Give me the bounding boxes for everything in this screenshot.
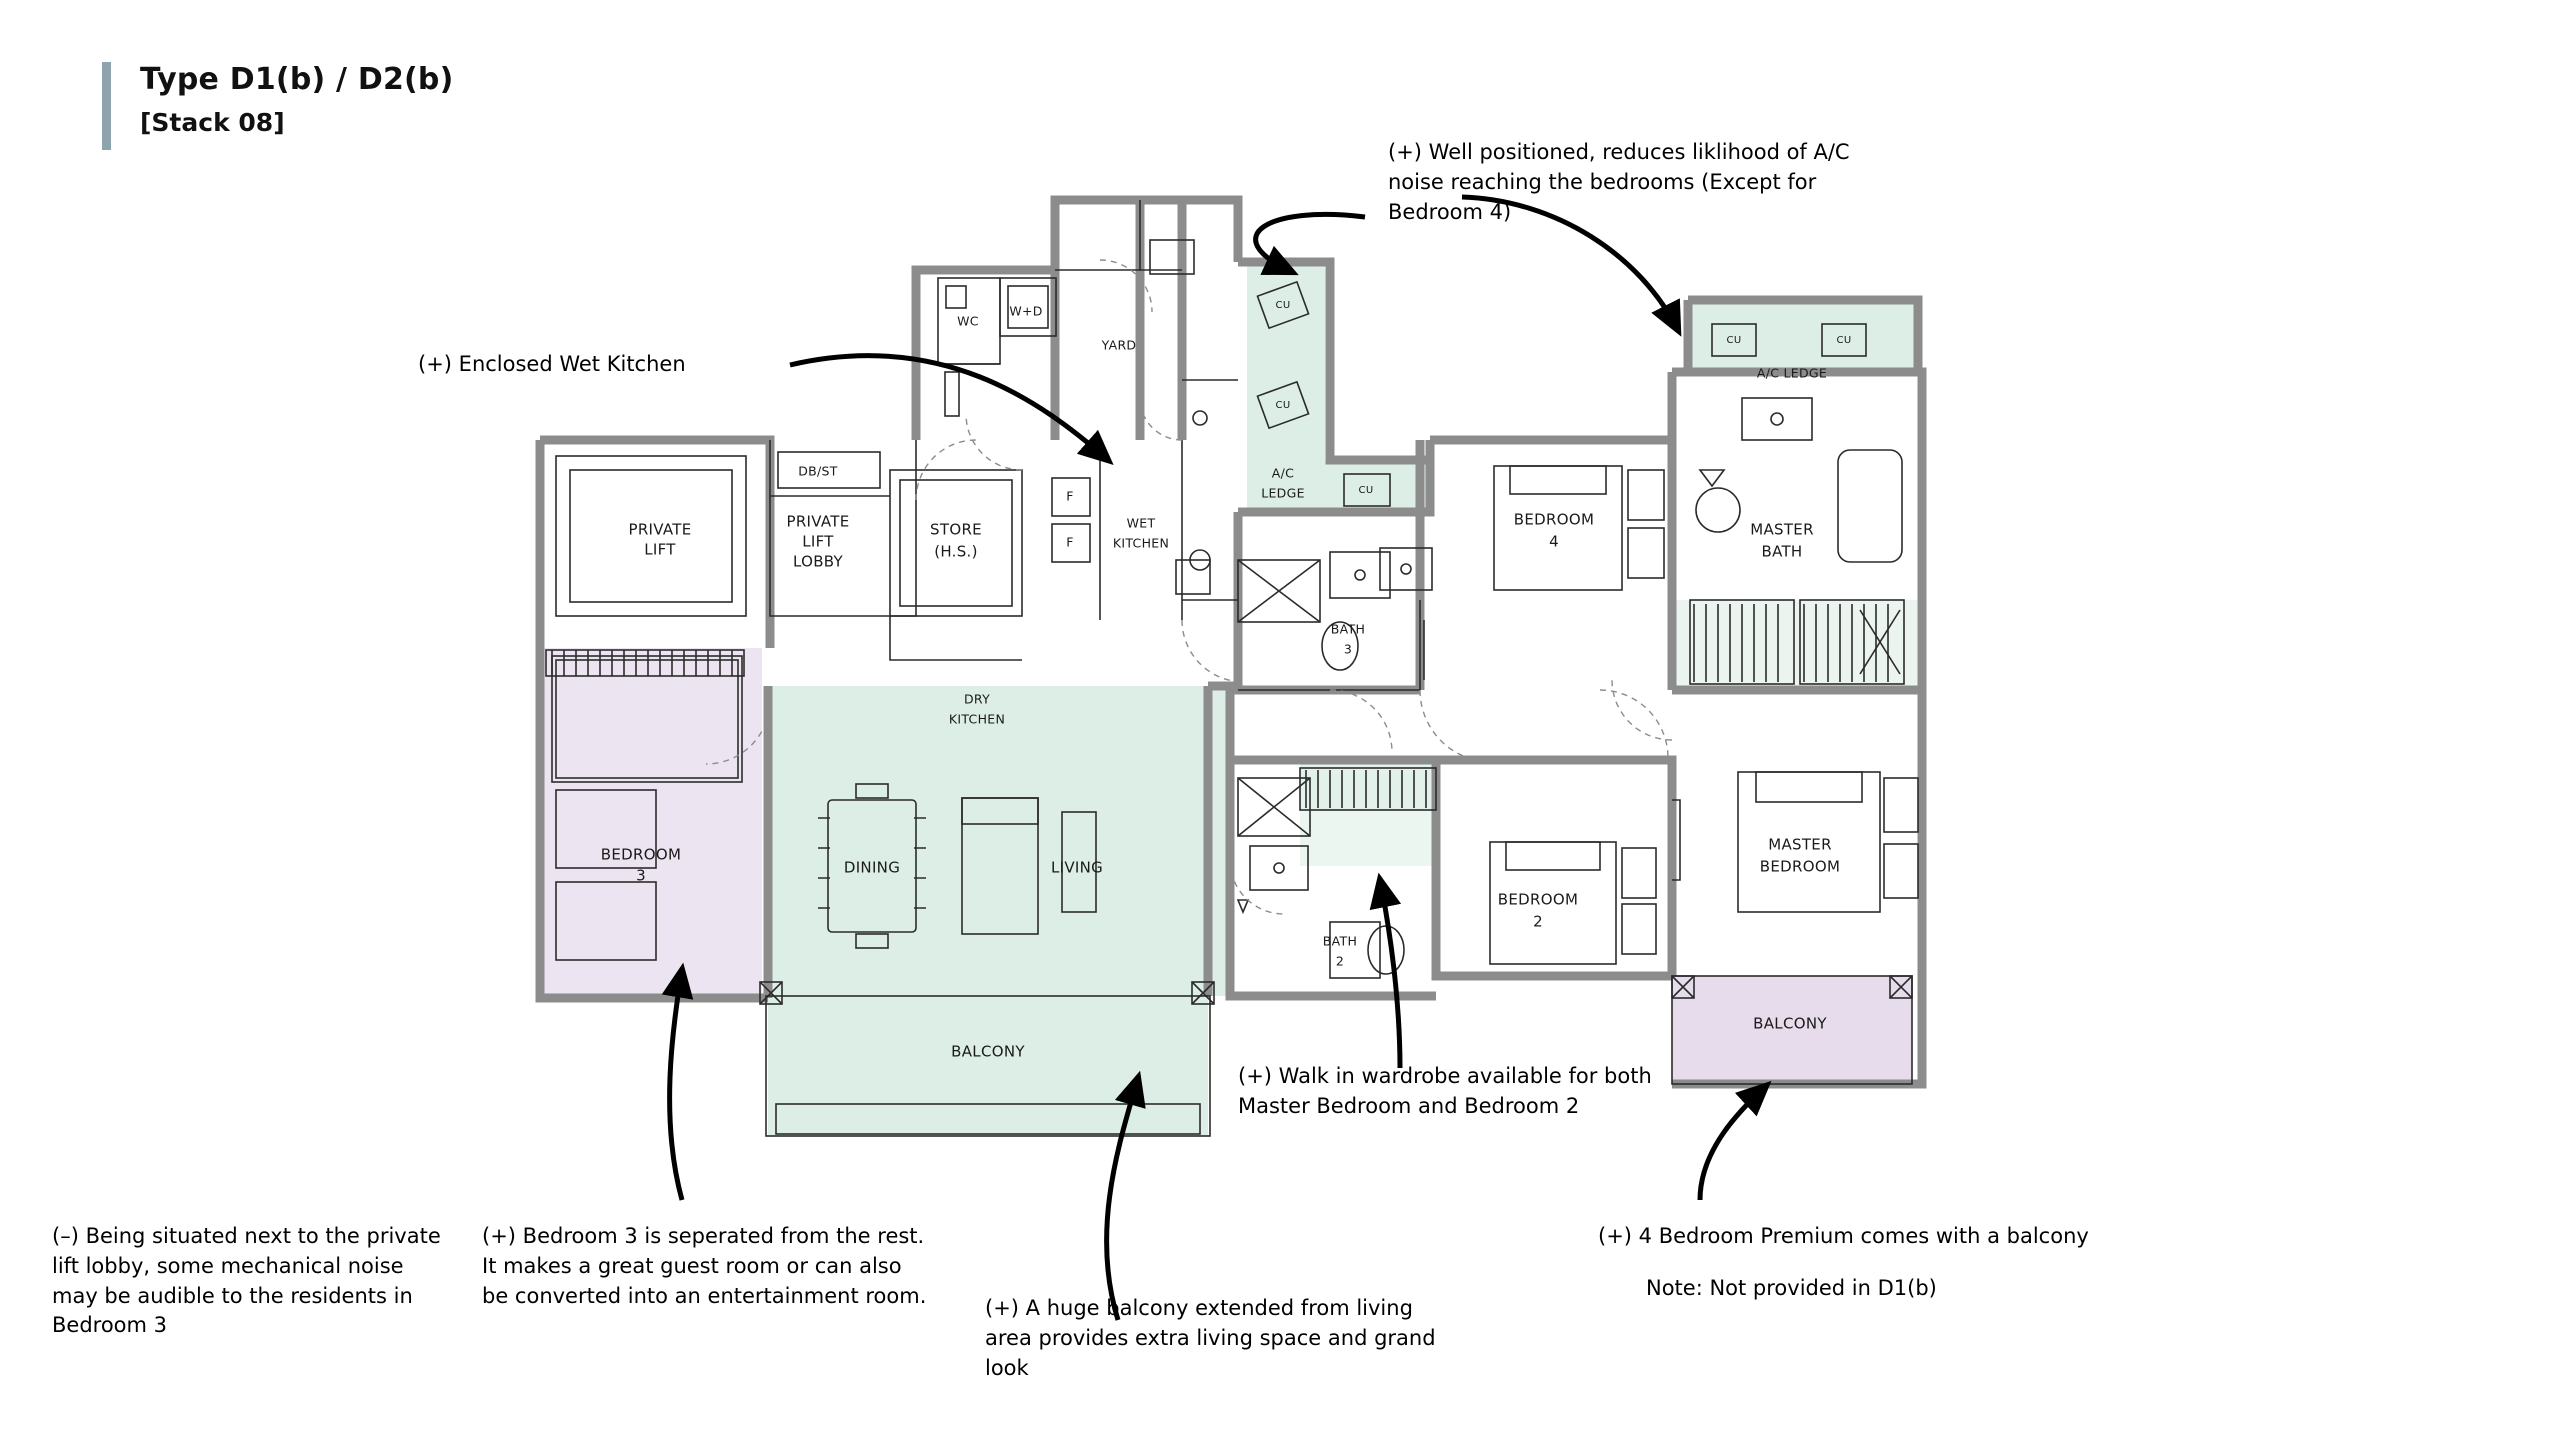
page-subtitle: [Stack 08] <box>140 108 285 137</box>
room-label-ac-ledge-right: A/C LEDGE <box>1756 365 1828 381</box>
svg-text:(H.S.): (H.S.) <box>934 542 978 561</box>
annotation-text: Bedroom 3 is seperated from the rest. It makes a great guest room or can also be converted into an entertainment room. <box>482 1224 927 1308</box>
room-label-dining: DINING <box>843 858 901 877</box>
room-label-fridge-2: F <box>1066 534 1074 550</box>
room-label-cu-1: CU <box>1275 300 1291 311</box>
svg-text:3: 3 <box>636 866 646 885</box>
room-label-private-lift-lobby: PRIVATE <box>786 512 850 531</box>
svg-text:KITCHEN: KITCHEN <box>1112 535 1170 551</box>
annotation-sign: (+) <box>1238 1064 1272 1088</box>
room-label-ac-ledge-left: A/C <box>1271 465 1295 481</box>
room-label-bedroom-4: BEDROOM <box>1513 510 1595 529</box>
svg-text:LIFT: LIFT <box>802 532 834 551</box>
svg-text:4: 4 <box>1549 532 1559 551</box>
room-label-bath-2: BATH <box>1322 933 1358 949</box>
svg-text:LOBBY: LOBBY <box>792 552 844 571</box>
room-label-cu-5: CU <box>1836 335 1852 346</box>
annotation-sign: (+) <box>1598 1224 1632 1248</box>
room-label-bedroom-2: BEDROOM <box>1497 890 1579 909</box>
svg-text:2: 2 <box>1533 912 1543 931</box>
bedroom3-fill <box>540 648 762 998</box>
annotation-balcony <box>985 1294 1455 1383</box>
annotation-note: Note: Not provided in D1(b) <box>1646 1275 1937 1300</box>
room-label-master-bath: MASTER <box>1750 520 1814 539</box>
room-label-wet-kitchen: WET <box>1126 515 1156 531</box>
annotation-sign: (+) <box>482 1224 516 1248</box>
annotation-sign: (+) <box>418 352 452 376</box>
annotation-text: A huge balcony extended from living area provides extra living space and grand look <box>985 1296 1436 1380</box>
annotation-lift-lobby-noise <box>52 1222 452 1341</box>
room-label-bath-3: BATH <box>1330 621 1366 637</box>
room-label-cu-3: CU <box>1358 485 1374 496</box>
room-label-dry-kitchen: DRY <box>963 691 991 707</box>
room-label-cu-4: CU <box>1726 335 1742 346</box>
annotation-premium-balcony <box>1598 1222 2118 1304</box>
page-title: Type D1(b) / D2(b) <box>140 62 454 97</box>
annotation-sign: (+) <box>985 1296 1019 1320</box>
room-label-wc: WC <box>957 313 979 329</box>
room-label-balcony-right: BALCONY <box>1753 1014 1827 1033</box>
room-label-master-bedroom: MASTER <box>1768 835 1832 854</box>
room-label-living: LIVING <box>1050 858 1104 877</box>
ac-ledge-right-fill <box>1688 300 1918 372</box>
room-label-balcony-main: BALCONY <box>951 1042 1025 1061</box>
annotation-walk-in-wardrobe <box>1238 1062 1658 1122</box>
room-label-bedroom-3: BEDROOM <box>600 845 682 864</box>
living-zone-fill <box>768 686 1208 996</box>
svg-text:KITCHEN: KITCHEN <box>948 711 1006 727</box>
svg-text:3: 3 <box>1343 641 1353 657</box>
arrow-premium-balcony <box>1700 1086 1766 1200</box>
room-label-store: STORE <box>930 520 982 539</box>
annotation-bedroom3 <box>482 1222 932 1311</box>
arrow-bedroom3 <box>670 970 682 1200</box>
annotation-text: 4 Bedroom Premium comes with a balcony <box>1638 1224 2089 1248</box>
annotation-text: Enclosed Wet Kitchen <box>458 352 686 376</box>
svg-text:LIFT: LIFT <box>644 540 676 559</box>
svg-text:LEDGE: LEDGE <box>1261 485 1305 501</box>
room-label-db-st: DB/ST <box>798 463 838 479</box>
room-label-cu-2: CU <box>1275 400 1291 411</box>
svg-text:BEDROOM: BEDROOM <box>1759 857 1841 876</box>
room-label-private-lift: PRIVATE <box>628 520 692 539</box>
annotation-wet-kitchen <box>418 350 798 380</box>
svg-text:BATH: BATH <box>1761 542 1803 561</box>
room-label-yard: YARD <box>1101 337 1137 353</box>
annotation-text: Walk in wardrobe available for both Master Bedroom and Bedroom 2 <box>1238 1064 1652 1118</box>
annotation-text: Well positioned, reduces liklihood of A/C noise reaching the bedrooms (Except for Bedroom 4) <box>1388 140 1850 224</box>
annotation-sign: (+) <box>1388 140 1422 164</box>
svg-text:2: 2 <box>1335 953 1345 969</box>
annotation-sign: (–) <box>52 1224 79 1248</box>
annotation-text: Being situated next to the private lift lobby, some mechanical noise may be audible to the residents in Bedroom 3 <box>52 1224 441 1338</box>
balcony-zone-fill <box>768 996 1208 1136</box>
annotation-ac-ledge <box>1388 138 1858 227</box>
room-label-wd: W+D <box>1009 303 1043 319</box>
room-label-fridge-1: F <box>1066 488 1074 504</box>
